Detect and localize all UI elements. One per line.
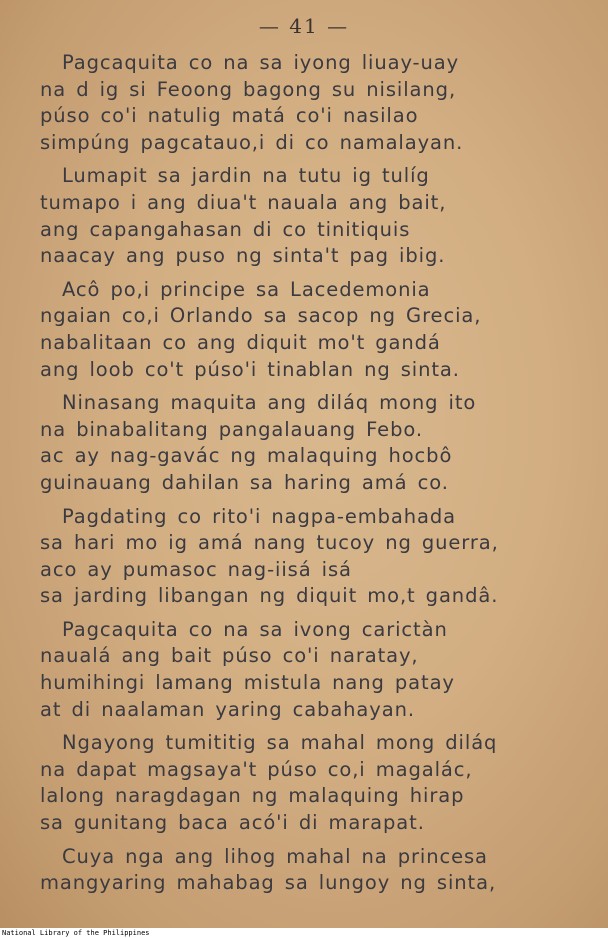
verse-line: aco ay pumasoc nag-iisá isá [40,557,352,581]
verse-line: humihingi lamang mistula nang patay [40,671,455,695]
verse-line: Cuya nga ang lihog mahal na princesa [62,844,488,868]
stanza [40,50,588,156]
verse-line: ang loob co't púso'i tinablan ng sinta. [40,357,460,381]
verse-line: Pagdating co rito'i nagpa-embahada [62,504,456,528]
verse-line: Ninasang maquita ang diláq mong ito [62,391,477,415]
verse-line: guinauang dahilan sa haring amá co. [40,470,449,494]
page-number: — 41 — [258,14,350,38]
verse-line: ang capangahasan di co tinitiquis [40,217,411,241]
stanza [40,277,588,383]
verse-line: simpúng pagcatauo,i di co namalayan. [40,130,464,154]
verse-line: naualá ang bait púso co'i naratay, [40,644,419,668]
verse-line: mangyaring mahabag sa lungoy ng sinta, [40,871,497,895]
verse-line: ac ay nag-gavác ng malaquing hocbô [40,444,453,468]
stanza [40,504,588,610]
verse-line: Ngayong tumititig sa mahal mong diláq [62,731,498,755]
poem-verses [40,50,588,904]
stanza [40,617,588,723]
verse-line: Lumapit sa jardin na tutu ig tulíg [62,164,430,188]
verse-line: tumapo i ang diua't nauala ang bait, [40,190,447,214]
verse-line: sa gunitang baca acó'i di marapat. [40,811,425,835]
verse-line: sa jarding libangan ng diquit mo,t gandâ. [40,584,499,608]
stanza [40,844,588,897]
verse-line: púso co'i natulig matá co'i nasilao [40,104,419,128]
verse-line: lalong naragdagan ng malaquing hirap [40,784,465,808]
stanza [40,163,588,269]
verse-line: nabalitaan co ang diquit mo't gandá [40,330,441,354]
verse-line: Pagcaquita co na sa iyong liuay-uay [62,51,460,74]
verse-line: ngaian co,i Orlando sa sacop ng Grecia, [40,304,482,328]
library-credit: National Library of the Philippines [2,929,150,937]
stanza [40,390,588,496]
verse-line: Pagcaquita co na sa ivong carictàn [62,617,448,641]
verse-line: Acô po,i principe sa Lacedemonia [62,277,431,301]
verse-line: na dapat magsaya't púso co,i magalác, [40,757,473,781]
verse-line: na binabalitang pangalauang Febo. [40,417,423,441]
verse-line: naacay ang puso ng sinta't pag ibig. [40,244,446,268]
verse-line: na d ig si Feoong bagong su nisilang, [40,77,457,101]
stanza [40,730,588,836]
verse-line: sa hari mo ig amá nang tucoy ng guerra, [40,531,499,555]
verse-line: at di naalaman yaring cabahayan. [40,697,415,721]
